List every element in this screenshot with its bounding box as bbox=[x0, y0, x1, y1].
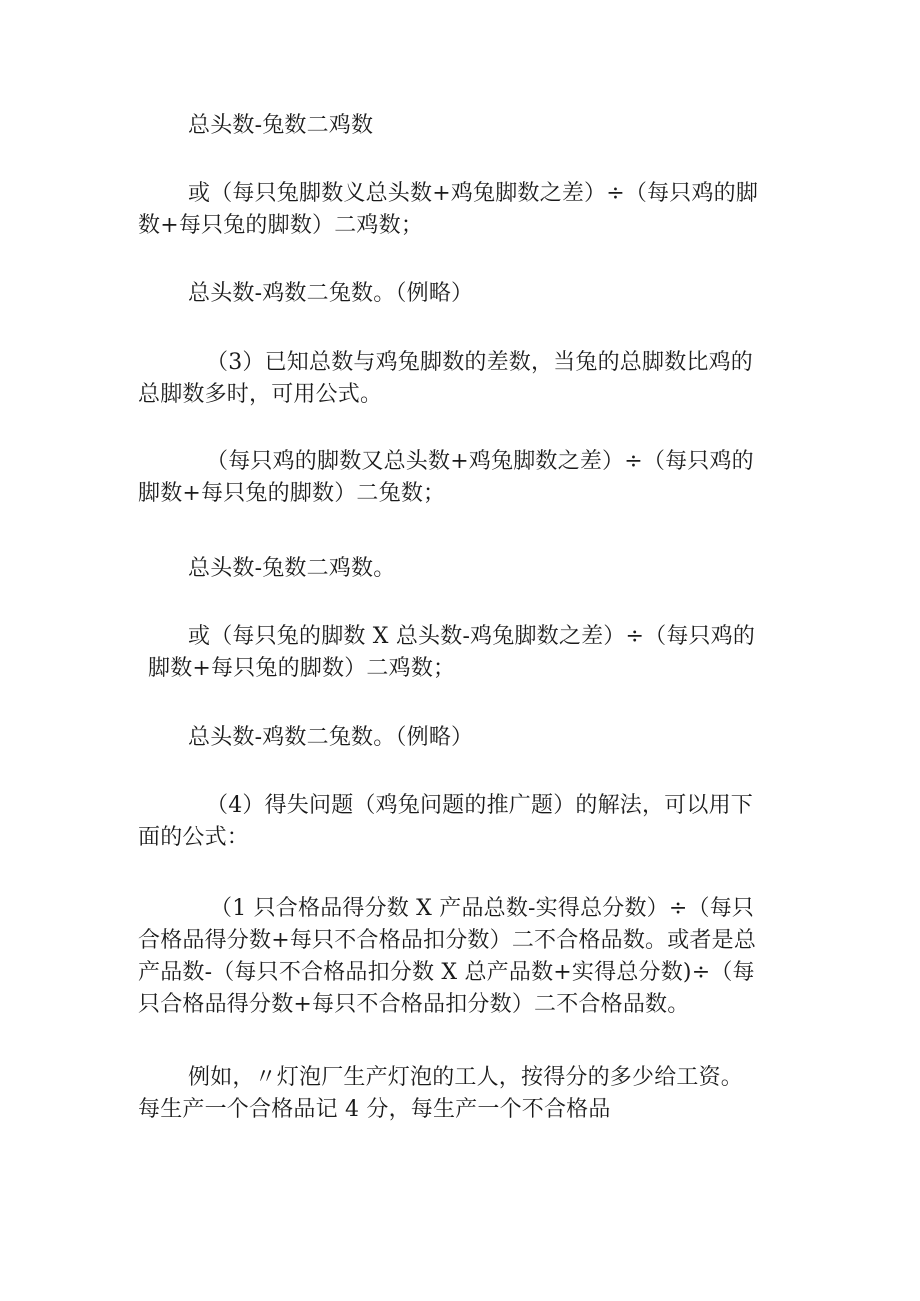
paragraph-10 bbox=[138, 893, 774, 1021]
text-line: 脚数+每只兔的脚数）二兔数； bbox=[138, 481, 446, 506]
paragraph-9 bbox=[138, 790, 774, 854]
text-line: （4）得失问题（鸡兔问题的推广题）的解法，可以用下 bbox=[206, 793, 753, 818]
text-line: 每生产一个合格品记 4 分，每生产一个不合格品 bbox=[138, 1097, 611, 1122]
paragraph-11 bbox=[138, 1062, 774, 1126]
text-line: 或（每只兔的脚数 X 总头数-鸡兔脚数之差）÷（每只鸡的 bbox=[188, 624, 756, 649]
text-line: （每只鸡的脚数又总头数+鸡兔脚数之差）÷（每只鸡的 bbox=[206, 449, 754, 474]
paragraph-3 bbox=[138, 278, 774, 310]
text-line: 例如，〃灯泡厂生产灯泡的工人，按得分的多少给工资。 bbox=[188, 1065, 744, 1090]
text-line: 产品数-（每只不合格品扣分数 X 总产品数+实得总分数)÷（每 bbox=[138, 960, 755, 985]
paragraph-1 bbox=[138, 110, 774, 142]
paragraph-2 bbox=[138, 178, 774, 242]
paragraph-6 bbox=[138, 553, 774, 585]
paragraph-5 bbox=[138, 446, 774, 510]
paragraph-4 bbox=[138, 347, 774, 411]
text-line: （3）已知总数与鸡兔脚数的差数，当兔的总脚数比鸡的 bbox=[206, 350, 753, 375]
text-line: 总头数-兔数二鸡数 bbox=[188, 113, 374, 138]
text-line: 总头数-兔数二鸡数。 bbox=[188, 556, 396, 581]
text-line: 或（每只兔脚数义总头数+鸡兔脚数之差）÷（每只鸡的脚 bbox=[188, 181, 759, 206]
text-line: 总头数-鸡数二兔数。（例略） bbox=[188, 725, 474, 750]
text-line: 数+每只兔的脚数）二鸡数； bbox=[138, 213, 424, 238]
text-line: 只合格品得分数+每只不合格品扣分数）二不合格品数。 bbox=[138, 992, 690, 1017]
text-line: 面的公式： bbox=[138, 825, 250, 850]
text-line: （1 只合格品得分数 X 产品总数-实得总分数）÷（每只 bbox=[210, 896, 755, 921]
text-line: 合格品得分数+每只不合格品扣分数）二不合格品数。或者是总 bbox=[138, 928, 757, 953]
paragraph-8 bbox=[138, 722, 774, 754]
paragraph-7 bbox=[138, 621, 774, 685]
text-line: 脚数+每只兔的脚数）二鸡数； bbox=[148, 656, 456, 681]
text-line: 总脚数多时，可用公式。 bbox=[138, 382, 383, 407]
text-line: 总头数-鸡数二兔数。（例略） bbox=[188, 281, 474, 306]
